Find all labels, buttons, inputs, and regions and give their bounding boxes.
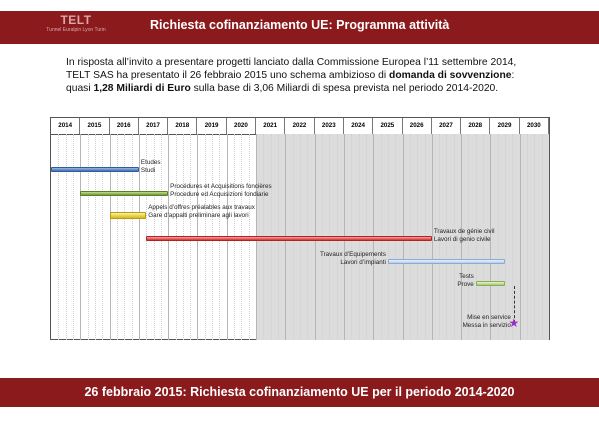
task-label-1 xyxy=(141,159,161,175)
quarter-gridline xyxy=(58,134,59,340)
gantt-body xyxy=(51,134,549,340)
year-label-2018: 2018 xyxy=(168,118,197,134)
footer-title: 26 febbraio 2015: Richiesta cofinanziamento UE per il periodo 2014-2020 xyxy=(84,385,515,399)
task-label-3 xyxy=(148,204,255,220)
task-label-5 xyxy=(320,251,386,267)
task-bar-6 xyxy=(476,281,505,286)
milestone-star-icon: ★ xyxy=(508,316,520,330)
task-label-it: Lavori di genio civile xyxy=(433,236,491,243)
year-label-2020: 2020 xyxy=(227,118,256,134)
year-label-2027: 2027 xyxy=(432,118,461,134)
quarter-gridline xyxy=(534,134,535,340)
year-label-2014: 2014 xyxy=(51,118,80,134)
logo-sub-text: Tunnel Euralpin Lyon Turin xyxy=(46,27,106,33)
quarter-gridline xyxy=(132,134,133,340)
grant-request-emphasis: domanda di sovvenzione xyxy=(389,70,512,81)
year-gridline xyxy=(520,134,521,340)
footer-banner xyxy=(0,378,599,407)
task-bar-4 xyxy=(146,236,432,241)
year-label-2026: 2026 xyxy=(403,118,432,134)
year-label-2024: 2024 xyxy=(344,118,373,134)
year-label-2025: 2025 xyxy=(373,118,402,134)
quarter-gridline xyxy=(505,134,506,340)
task-bar-3 xyxy=(110,212,147,219)
year-label-2021: 2021 xyxy=(256,118,285,134)
milestone-label xyxy=(463,314,511,330)
year-label-2028: 2028 xyxy=(461,118,490,134)
year-label-2030: 2030 xyxy=(520,118,549,134)
task-label-6 xyxy=(457,273,473,289)
telt-logo xyxy=(40,14,112,33)
year-label-2016: 2016 xyxy=(110,118,139,134)
task-label-fr: Tests xyxy=(459,273,474,280)
task-label-fr: Procédures et Acquisitions foncières xyxy=(170,183,272,190)
intro-line-2: TELT SAS ha presentato il 26 febbraio 2015 uno schema ambizioso di domanda di sovvenzione: xyxy=(66,70,515,81)
year-label-2023: 2023 xyxy=(315,118,344,134)
quarter-gridline xyxy=(117,134,118,340)
quarter-gridline xyxy=(542,134,543,340)
year-label-2015: 2015 xyxy=(80,118,109,134)
year-gridline xyxy=(80,134,81,340)
task-label-2 xyxy=(170,183,272,199)
year-label-2022: 2022 xyxy=(285,118,314,134)
task-label-it: Prove xyxy=(457,281,474,288)
intro-paragraph xyxy=(66,56,536,95)
quarter-gridline xyxy=(88,134,89,340)
quarter-gridline xyxy=(527,134,528,340)
task-bar-5 xyxy=(388,259,505,264)
task-label-it: Studi xyxy=(140,167,156,174)
intro-line-1: In risposta all’invito a presentare progetti lanciato dalla Commissione Europea l’11 settembre 2014, xyxy=(66,57,517,68)
task-label-it: Procedure ed Acquisizioni fondiarie xyxy=(170,191,269,198)
quarter-gridline xyxy=(66,134,67,340)
task-label-fr: Travaux d’Equipements xyxy=(319,251,386,258)
year-label-2029: 2029 xyxy=(490,118,519,134)
quarter-gridline xyxy=(73,134,74,340)
task-label-it: Lavori d’impianti xyxy=(340,259,386,266)
quarter-gridline xyxy=(102,134,103,340)
task-label-fr: Appels d’offres préalables aux travaux xyxy=(148,204,255,211)
intro-line-3: quasi 1,28 Miliardi di Euro sulla base di 3,06 Miliardi di spesa prevista nel periodo 2014-2020. xyxy=(66,83,499,94)
gantt-year-header xyxy=(51,118,549,135)
task-label-it: Gare d’appalti preliminare agli lavori xyxy=(148,212,249,219)
task-bar-1 xyxy=(51,167,139,172)
logo-main-text: TELT xyxy=(60,13,92,27)
amount-emphasis: 1,28 Miliardi di Euro xyxy=(93,83,191,94)
task-label-fr: Etudes xyxy=(140,159,161,166)
milestone-label-it: Messa in servizio xyxy=(462,322,511,329)
page-title: Richiesta cofinanziamento UE: Programma attività xyxy=(150,18,450,32)
task-bar-2 xyxy=(80,191,168,196)
milestone-label-fr: Mise en service xyxy=(467,314,511,321)
task-label-fr: Travaux de génie civil xyxy=(433,228,495,235)
year-gridline xyxy=(139,134,140,340)
year-label-2017: 2017 xyxy=(139,118,168,134)
year-gridline xyxy=(110,134,111,340)
quarter-gridline xyxy=(124,134,125,340)
year-label-2019: 2019 xyxy=(197,118,226,134)
gantt-chart xyxy=(50,117,550,340)
quarter-gridline xyxy=(498,134,499,340)
header-banner xyxy=(0,11,599,44)
quarter-gridline xyxy=(95,134,96,340)
task-label-4 xyxy=(434,228,495,244)
year-gridline xyxy=(432,134,433,340)
